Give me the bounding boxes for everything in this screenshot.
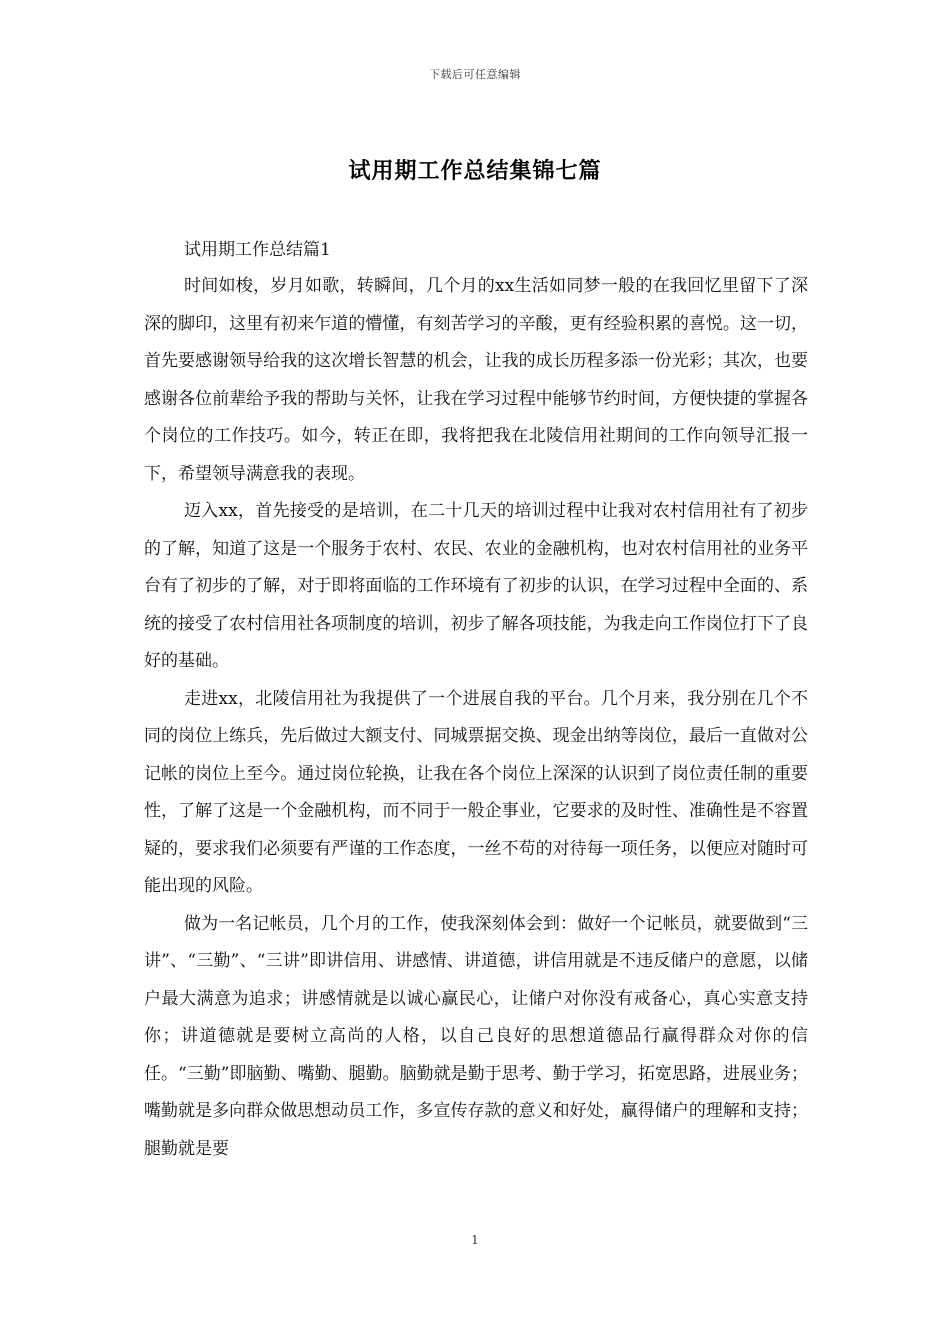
section-heading: 试用期工作总结篇1 [184, 240, 331, 260]
header-note: 下载后可任意编辑 [429, 68, 521, 81]
paragraph-1: 时间如梭，岁月如歌，转瞬间，几个月的xx生活如同梦一般的在我回忆里留下了深深的脚印，这里有初来乍道的懵懂，有刻苦学习的辛酸，更有经验积累的喜悦。这一切，首先要感谢领导给我的这次增长智慧的机会，让我的成长历程多添一份光彩；其次，也要感谢各位前辈给予我的帮助与关怀，让我在学习过程中能够节约时间，方便快捷的掌握各个岗位的工作技巧。如今，转正在即，我将把我在北陵信用社期间的工作向领导汇报一下，希望领导满意我的表现。 [144, 276, 808, 484]
paragraph-4: 做为一名记帐员，几个月的工作，使我深刻体会到：做好一个记帐员，就要做到“三讲”、“三勤”、“三讲”即讲信用、讲感情、讲道德，讲信用就是不违反储户的意愿，以储户最大满意为追求；讲感情就是以诚心赢民心，让储户对你没有戒备心，真心实意支持你；讲道德就是要树立高尚的人格，以自己良好的思想道德品行赢得群众对你的信任。“三勤”即脑勤、嘴勤、腿勤。脑勤就是勤于思考、勤于学习，拓宽思路，进展业务；嘴勤就是多向群众做思想动员工作，多宣传存款的意义和好处，赢得储户的理解和支持；腿勤就是要 [144, 913, 808, 1159]
document-title: 试用期工作总结集锦七篇 [348, 158, 602, 184]
paragraph-2: 迈入xx，首先接受的是培训，在二十几天的培训过程中让我对农村信用社有了初步的了解，知道了这是一个服务于农村、农民、农业的金融机构，也对农村信用社的业务平台有了初步的了解，对于即将面临的工作环境有了初步的认识，在学习过程中全面的、系统的接受了农村信用社各项制度的培训，初步了解各项技能，为我走向工作岗位打下了良好的基础。 [144, 501, 808, 671]
document-body [144, 232, 808, 1168]
page-number: 1 [471, 1233, 479, 1247]
paragraph-3: 走进xx，北陵信用社为我提供了一个进展自我的平台。几个月来，我分别在几个不同的岗位上练兵，先后做过大额支付、同城票据交换、现金出纳等岗位，最后一直做对公记帐的岗位上至今。通过岗位轮换，让我在各个岗位上深深的认识到了岗位责任制的重要性，了解了这是一个金融机构，而不同于一般企事业，它要求的及时性、准确性是不容置疑的，要求我们必须要有严谨的工作态度，一丝不苟的对待每一项任务，以便应对随时可能出现的风险。 [144, 688, 808, 896]
